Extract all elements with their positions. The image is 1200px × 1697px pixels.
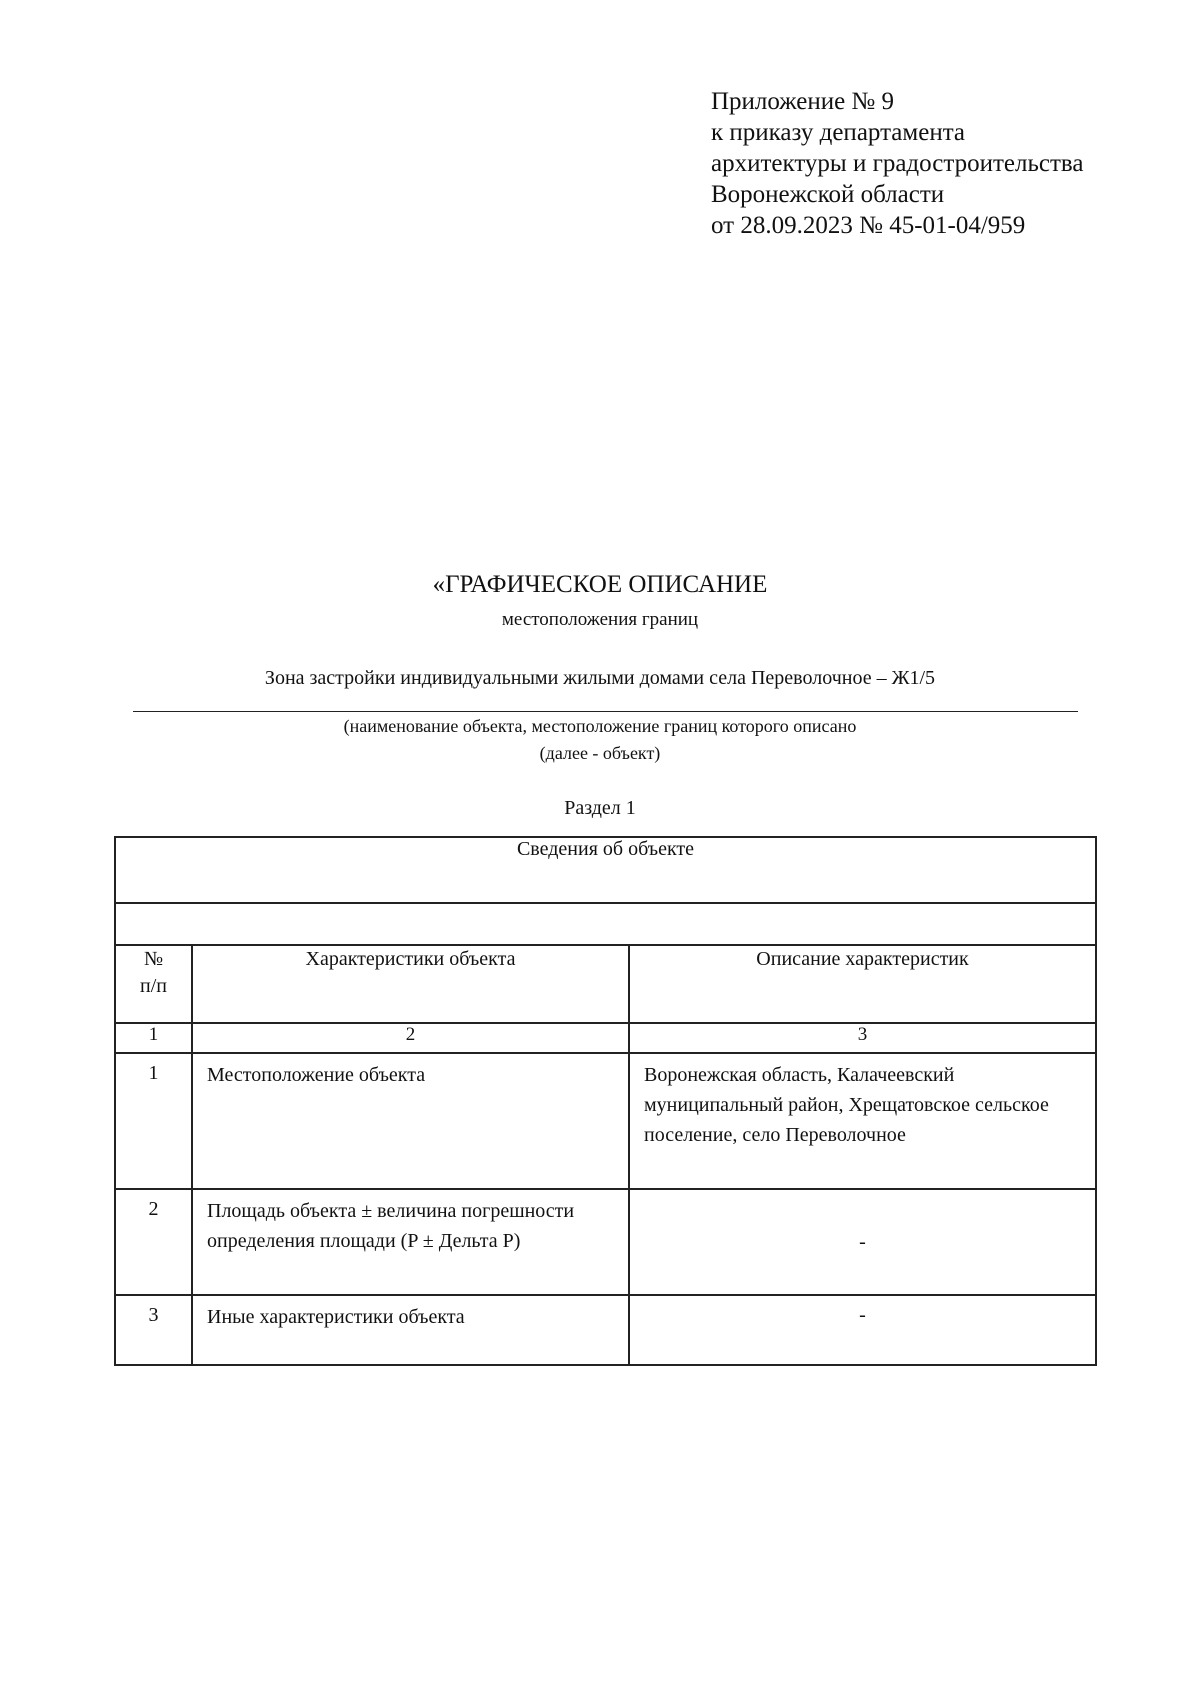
table-header-row xyxy=(115,837,1096,903)
row-characteristic: Иные характеристики объекта xyxy=(192,1295,629,1365)
column-number-1: 1 xyxy=(115,1023,192,1053)
table-empty-cell xyxy=(115,903,1096,945)
table-row xyxy=(115,1295,1096,1365)
table-column-number-row xyxy=(115,1023,1096,1053)
row-description: - xyxy=(629,1295,1096,1365)
row-number: 1 xyxy=(115,1053,192,1189)
table-header: Сведения об объекте xyxy=(115,837,1096,903)
column-number-2: 2 xyxy=(192,1023,629,1053)
table-row xyxy=(115,1189,1096,1295)
appendix-line-1: Приложение № 9 xyxy=(711,88,895,115)
appendix-line-4: Воронежской области xyxy=(711,181,945,208)
table-empty-row xyxy=(115,903,1096,945)
row-description: - xyxy=(629,1189,1096,1295)
section-title: Раздел 1 xyxy=(564,797,636,819)
column-header-number-line-1: № xyxy=(143,948,164,970)
object-caption-line-1: (наименование объекта, местоположение границ которого описано xyxy=(343,716,857,736)
row-description: Воронежская область, Калачеевский муниципальный район, Хрещатовское сельское поселение, село Переволочное xyxy=(629,1053,1096,1189)
appendix-line-5: от 28.09.2023 № 45-01-04/959 xyxy=(711,212,1026,239)
object-info-table xyxy=(114,836,1097,1366)
appendix-line-3: архитектуры и градостроительства xyxy=(711,150,1084,177)
row-number: 2 xyxy=(115,1189,192,1295)
appendix-block xyxy=(711,86,1083,241)
appendix-line-2: к приказу департамента xyxy=(711,119,966,146)
column-header-description: Описание характеристик xyxy=(629,945,1096,1023)
object-name: Зона застройки индивидуальными жилыми домами села Переволочное – Ж1/5 xyxy=(264,667,936,689)
table-column-header-row xyxy=(115,945,1096,1023)
document-subtitle: местоположения границ xyxy=(501,609,699,630)
table-row xyxy=(115,1053,1096,1189)
column-header-characteristics: Характеристики объекта xyxy=(192,945,629,1023)
object-name-underline xyxy=(133,711,1078,712)
column-number-3: 3 xyxy=(629,1023,1096,1053)
column-header-number-line-2: п/п xyxy=(140,975,167,997)
column-header-number xyxy=(115,945,192,1023)
row-characteristic: Местоположение объекта xyxy=(192,1053,629,1189)
row-characteristic: Площадь объекта ± величина погрешности определения площади (P ± Дельта P) xyxy=(192,1189,629,1295)
object-caption-line-2: (далее - объект) xyxy=(539,743,661,763)
row-number: 3 xyxy=(115,1295,192,1365)
document-title: «ГРАФИЧЕСКОЕ ОПИСАНИЕ xyxy=(432,571,768,598)
